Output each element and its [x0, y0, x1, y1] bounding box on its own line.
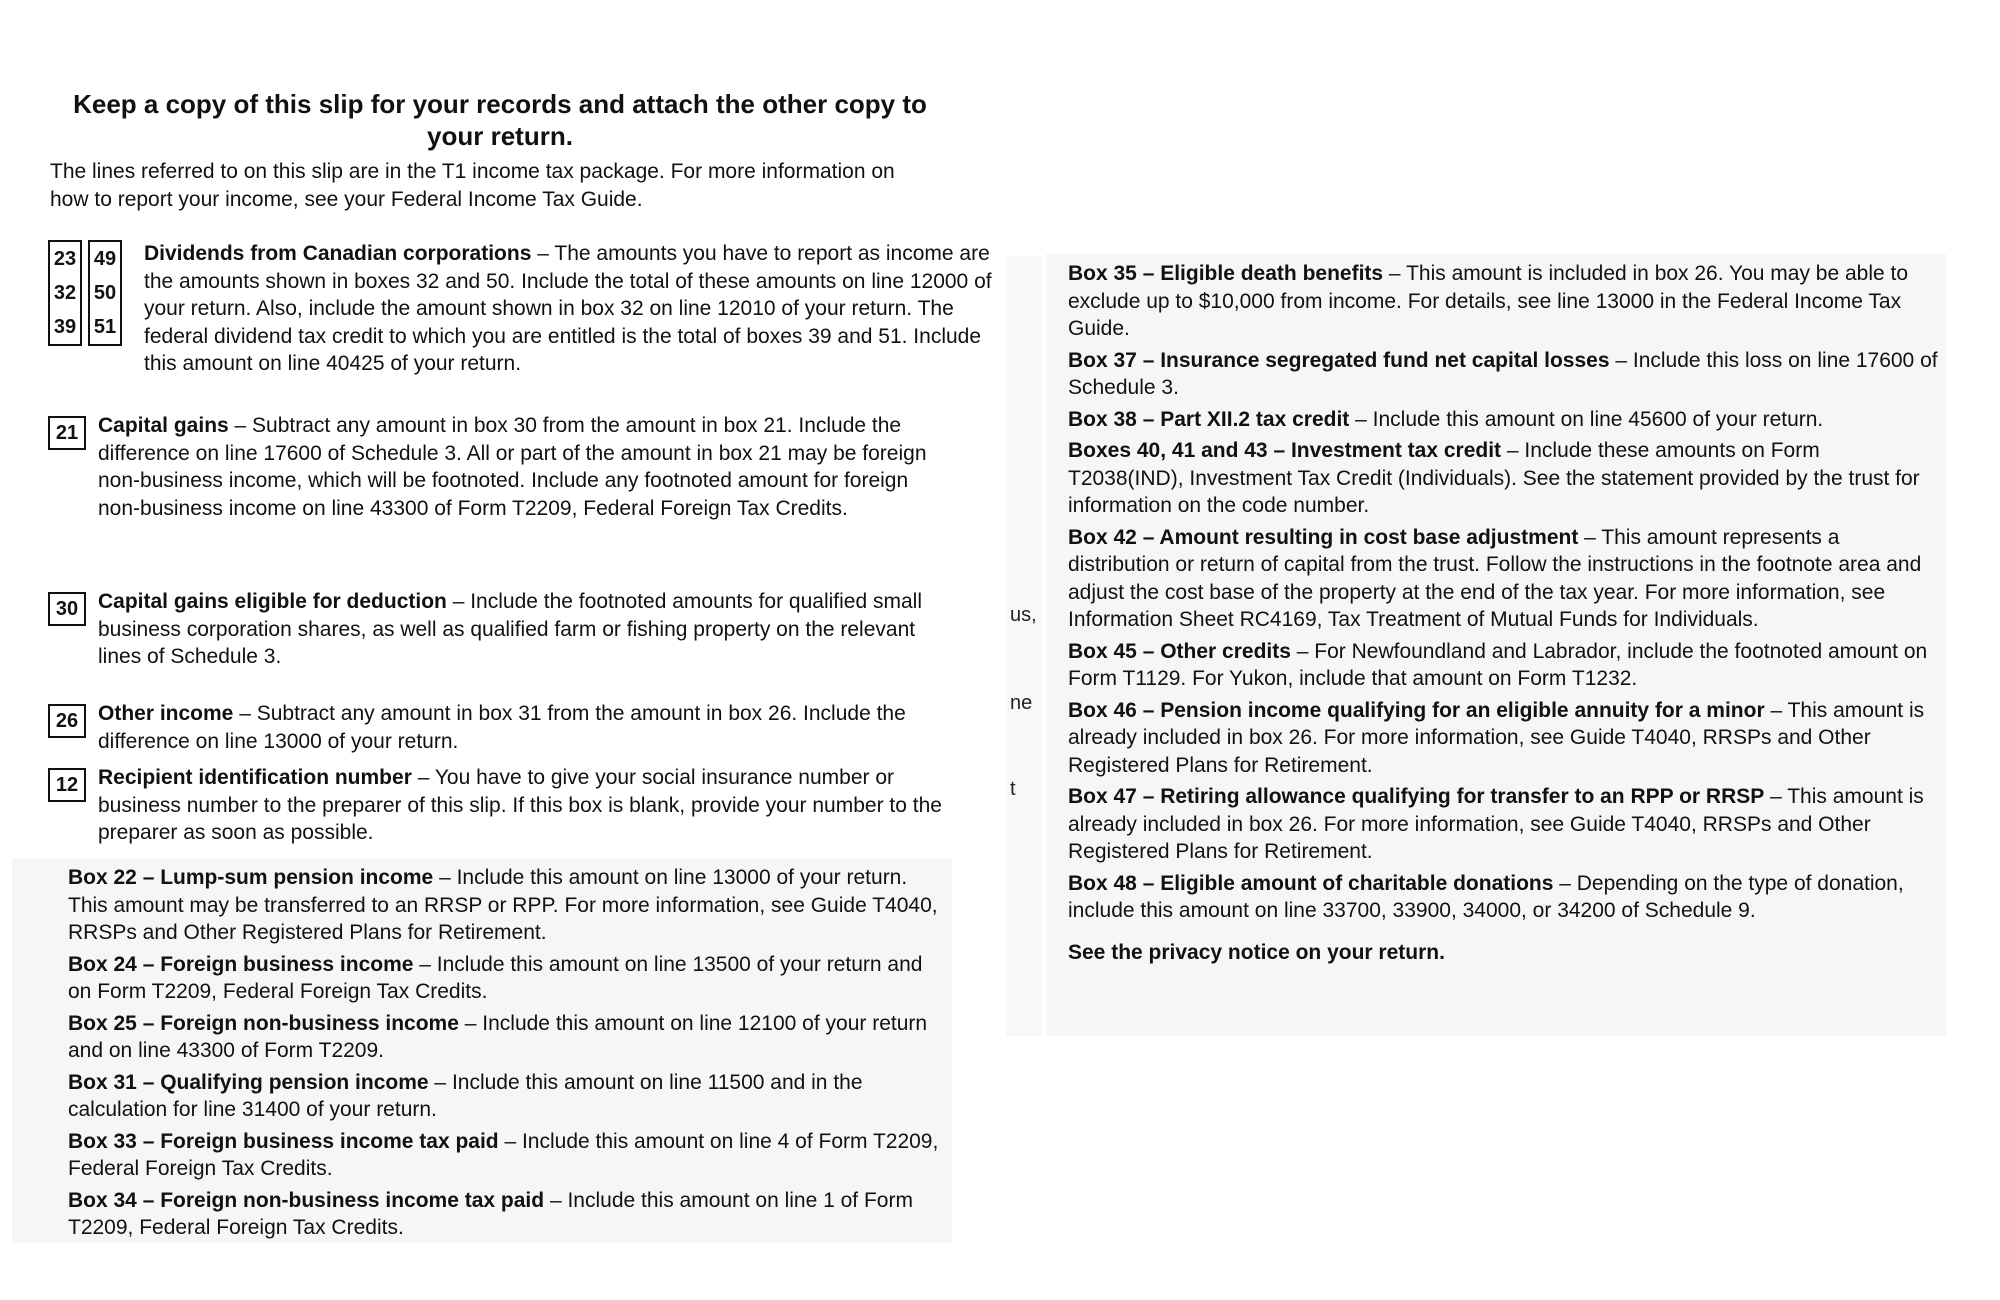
entry-title: Dividends from Canadian corporations — [144, 242, 532, 265]
box-description — [1068, 638, 1938, 693]
right-box-descriptions-panel — [1046, 254, 1946, 1036]
box-title: Box 31 – Qualifying pension income — [68, 1070, 429, 1094]
box-column-2 — [88, 240, 122, 346]
box-column-1 — [48, 240, 82, 346]
entry-text — [98, 588, 948, 671]
left-box-list — [68, 864, 948, 1246]
box-title: Box 24 – Foreign business income — [68, 952, 414, 976]
clipped-text-fragment: ne — [1010, 692, 1033, 714]
box-title: Box 48 – Eligible amount of charitable donations — [1068, 871, 1554, 895]
entry-body: – You have to give your social insurance number or business number to the preparer of this slip. If this box is blank, provide your number to the preparer as soon as possible. — [98, 766, 942, 844]
box-body: – Include this loss on line 17600 of Schedule 3. — [1068, 348, 1938, 399]
box-title: Box 34 – Foreign non-business income tax paid — [68, 1188, 545, 1212]
box-body: – For Newfoundland and Labrador, include the footnoted amount on Form T1129. For Yukon, include that amount on Form T1232. — [1068, 639, 1928, 690]
box-description — [1068, 697, 1938, 780]
entry-body: – The amounts you have to report as income are the amounts shown in boxes 32 and 50. Include the total of these amounts on line 12000 of your return. Also, include the amount shown in box 32 on line 12010 of your return. The federal dividend tax credit to which you are entitled is the total of boxes 39 and 51. Include this amount on line 40425 of your return. — [144, 242, 992, 375]
entry-body: – Include the footnoted amounts for qualified small business corporation shares, as well as qualified farm or fishing property on the relevant lines of Schedule 3. — [98, 590, 922, 668]
box-title: Box 45 – Other credits — [1068, 639, 1291, 663]
clipped-page-edge — [1006, 256, 1042, 1036]
box-description — [68, 1128, 948, 1183]
entry-title: Recipient identification number — [98, 766, 412, 789]
box-description — [1068, 524, 1938, 634]
box-number: 49 — [93, 248, 117, 270]
box-title: Boxes 40, 41 and 43 – Investment tax credit — [1068, 439, 1502, 462]
box-description — [1068, 347, 1938, 402]
dividends-text — [144, 240, 998, 378]
entry-text — [98, 412, 948, 522]
box-body: – Depending on the type of donation, include this amount on line 33700, 33900, 34000, or 34200 of Schedule 9. — [1068, 871, 1904, 922]
entry-text — [98, 700, 948, 755]
box-number: 21 — [48, 416, 86, 450]
box-title: Box 33 – Foreign business income tax paid — [68, 1129, 499, 1153]
box-number: 51 — [93, 316, 117, 338]
box-body: – This amount is included in box 26. You may be able to exclude up to $10,000 from income. For details, see line 13000 in the Federal Income Tax Guide. — [1068, 262, 1909, 340]
box-body: – Include this amount on line 45600 of your return. — [1349, 407, 1824, 431]
clipped-text-fragment: t — [1010, 778, 1016, 800]
box-description — [1068, 260, 1938, 343]
box-title: Box 47 – Retiring allowance qualifying for transfer to an RPP or RRSP — [1068, 785, 1765, 808]
entry-title: Capital gains — [98, 414, 229, 437]
box-description — [1068, 406, 1938, 434]
entry-body: – Subtract any amount in box 30 from the amount in box 21. Include the difference on line 17600 of Schedule 3. All or part of the amount in box 21 may be foreign non-business income, which will be footnoted. Include any footnoted amount for foreign non-business income on line 43300 of Form T2209, Federal Foreign Tax Credits. — [98, 414, 927, 520]
entry-title: Capital gains eligible for deduction — [98, 590, 447, 613]
box-number: 32 — [53, 282, 77, 304]
box-body: – Include this amount on line 1 of Form T2209, Federal Foreign Tax Credits. — [68, 1188, 913, 1239]
box-title: Box 37 – Insurance segregated fund net capital losses — [1068, 348, 1610, 372]
entry-body: – Subtract any amount in box 31 from the amount in box 26. Include the difference on line 13000 of your return. — [98, 702, 906, 753]
intro-paragraph: The lines referred to on this slip are in the T1 income tax package. For more information on how to report your income, see your Federal Income Tax Guide. — [50, 160, 895, 211]
box-number: 12 — [48, 768, 86, 802]
box-body: – Include this amount on line 13000 of your return. This amount may be transferred to an RRSP or RPP. For more information, see Guide T4040, RRSPs and Other Registered Plans for Retirement. — [68, 866, 938, 944]
box-number: 23 — [53, 248, 77, 270]
page-heading: Keep a copy of this slip for your records and attach the other copy to your return. — [73, 89, 927, 151]
box-description — [68, 1187, 948, 1242]
box-body: – Include this amount on line 13500 of your return and on Form T2209, Federal Foreign Tax Credits. — [68, 952, 923, 1003]
box-description — [1068, 783, 1938, 866]
entry-title: Other income — [98, 702, 234, 725]
privacy-notice: See the privacy notice on your return. — [1068, 940, 1445, 964]
box-body: – Include this amount on line 11500 and in the calculation for line 31400 of your return. — [68, 1070, 863, 1121]
box-title: Box 35 – Eligible death benefits — [1068, 262, 1384, 285]
box-description — [68, 864, 948, 947]
box-title: Box 22 – Lump-sum pension income — [68, 866, 434, 889]
box-body: – This amount is already included in box 26. For more information, see Guide T4040, RRSPs and Other Registered Plans for Retirement. — [1068, 698, 1925, 777]
box-body: – Include these amounts on Form T2038(IND), Investment Tax Credit (Individuals). See the statement provided by the trust for information on the code number. — [1068, 439, 1920, 517]
right-box-list — [1068, 260, 1938, 970]
box-body: – Include this amount on line 4 of Form T2209, Federal Foreign Tax Credits. — [68, 1129, 939, 1180]
box-title: Box 38 – Part XII.2 tax credit — [1068, 407, 1350, 431]
left-box-descriptions-panel — [12, 858, 952, 1243]
box-number: 26 — [48, 704, 86, 738]
box-title: Box 25 – Foreign non-business income — [68, 1011, 459, 1035]
box-number: 50 — [93, 282, 117, 304]
box-body: – This amount represents a distribution or return of capital from the trust. Follow the instructions in the footnote area and adjust the cost base of the property at the end of the tax year. For more information, see Information Sheet RC4169, Tax Treatment of Mutual Funds for Individuals. — [1068, 525, 1922, 631]
box-number: 39 — [53, 316, 77, 338]
box-title: Box 42 – Amount resulting in cost base adjustment — [1068, 525, 1579, 549]
box-description — [1068, 437, 1938, 520]
entry-text — [98, 764, 948, 847]
clipped-text-fragment: us, — [1010, 604, 1037, 626]
box-title: Box 46 – Pension income qualifying for an eligible annuity for a minor — [1068, 698, 1765, 722]
box-description — [68, 1010, 948, 1065]
dividend-box-numbers — [48, 240, 122, 346]
box-body: – Include this amount on line 12100 of your return and on line 43300 of Form T2209. — [68, 1011, 928, 1062]
box-body: – This amount is already included in box 26. For more information, see Guide T4040, RRSPs and Other Registered Plans for Retirement. — [1068, 785, 1924, 863]
box-number: 30 — [48, 592, 86, 626]
box-description — [1068, 870, 1938, 925]
box-description — [68, 951, 948, 1006]
box-description — [68, 1069, 948, 1124]
